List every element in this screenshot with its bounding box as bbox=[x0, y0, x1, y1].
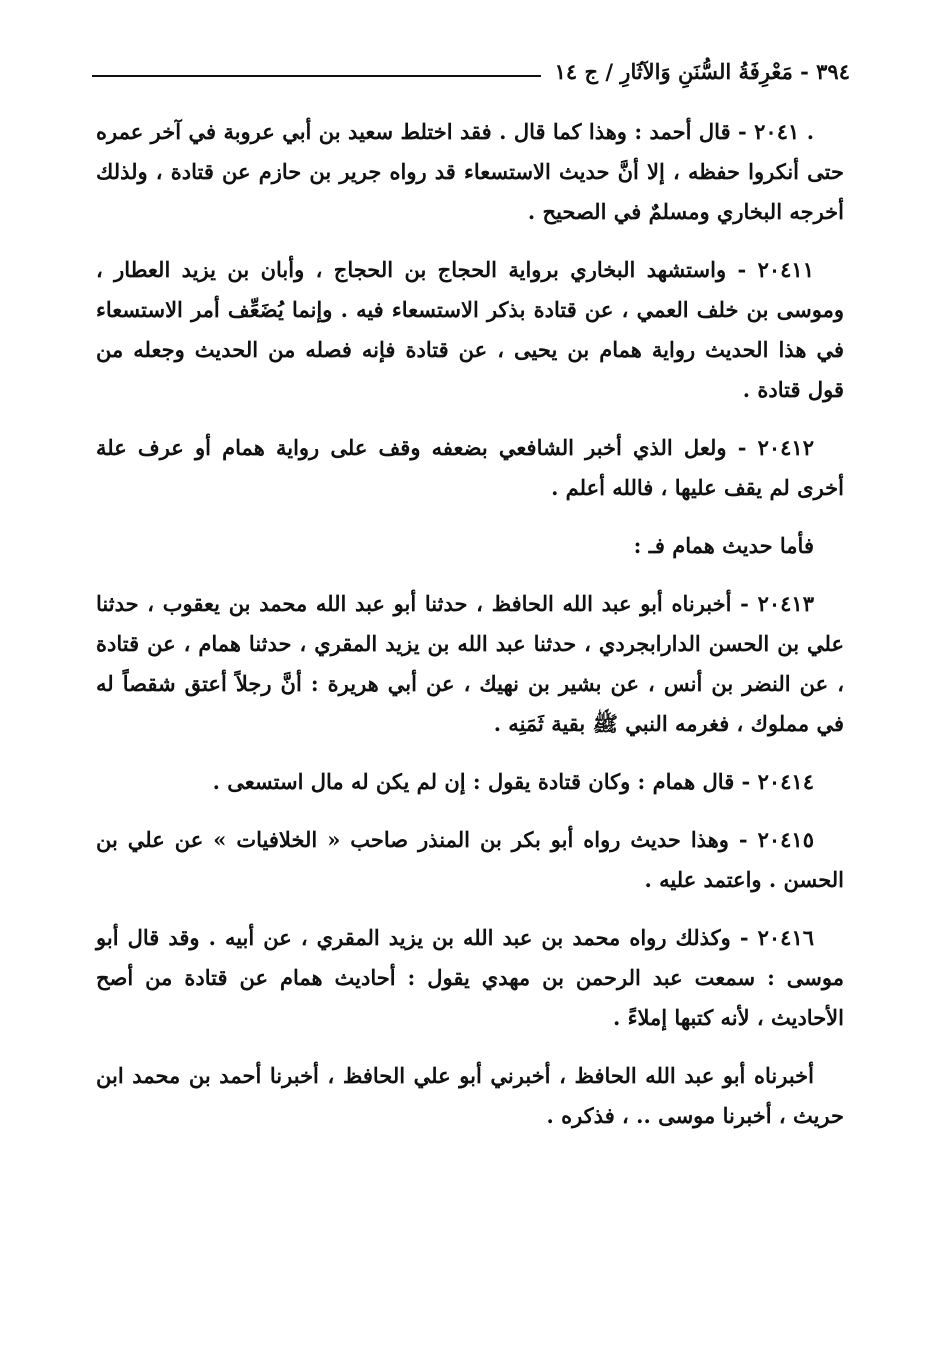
paragraph-20411: ٢٠٤١١ - واستشهد البخاري برواية الحجاج بن الحجاج ، وأبان بن يزيد العطار ، وموسى بن خلف العمي ، عن قتادة بذكر الاستسعاء فيه . وإنما يُضَعِّف أمر الاستسعاء في هذا الحديث رواية همام بن يحيى ، عن قتادة فإنه فصله من الحديث وجعله من قول قتادة . bbox=[96, 257, 844, 402]
paragraph-hammam-intro: فأما حديث همام فـ : bbox=[633, 533, 814, 558]
paragraph-isnad-closing: أخبرناه أبو عبد الله الحافظ ، أخبرني أبو علي الحافظ ، أخبرنا أحمد بن محمد ابن حريث ، أخبرنا موسى .. ، فذكره . bbox=[96, 1063, 844, 1128]
paragraph-20414: ٢٠٤١٤ - قال همام : وكان قتادة يقول : إن لم يكن له مال استسعى . bbox=[212, 769, 814, 794]
page-header bbox=[92, 52, 850, 92]
page-body bbox=[96, 112, 844, 1154]
header-rule bbox=[92, 75, 541, 77]
paragraph-2041: . ٢٠٤١ - قال أحمد : وهذا كما قال . فقد اختلط سعيد بن أبي عروبة في آخر عمره حتى أنكروا حفظه ، إلا أنَّ حديث الاستسعاء قد رواه جرير بن حازم عن قتادة ، ولذلك أخرجه البخاري ومسلمٌ في الصحيح . bbox=[96, 119, 844, 224]
paragraph-20415: ٢٠٤١٥ - وهذا حديث رواه أبو بكر بن المنذر صاحب « الخلافيات » عن علي بن الحسن . واعتمد عليه . bbox=[96, 827, 844, 892]
paragraph-20413: ٢٠٤١٣ - أخبرناه أبو عبد الله الحافظ ، حدثنا أبو عبد الله محمد بن يعقوب ، حدثنا علي بن الحسن الدارابجردي ، حدثنا عبد الله بن يزيد المقري ، حدثنا همام ، عن قتادة ، عن النضر بن أنس ، عن بشير بن نهيك ، عن أبي هريرة : أنَّ رجلاً أعتق شقصاً له في مملوك ، فغرمه النبي ﷺ بقية ثَمَنِه . bbox=[96, 591, 844, 736]
running-head-title: ٣٩٤ - مَعْرِفَةُ السُّنَنِ وَالآثَارِ / ج ١٤ bbox=[554, 59, 850, 84]
paragraph-20416: ٢٠٤١٦ - وكذلك رواه محمد بن عبد الله بن يزيد المقري ، عن أبيه . وقد قال أبو موسى : سمعت عبد الرحمن بن مهدي يقول : أحاديث همام عن قتادة من أصح الأحاديث ، لأنه كتبها إملاءً . bbox=[96, 925, 844, 1030]
paragraph-20412: ٢٠٤١٢ - ولعل الذي أخبر الشافعي بضعفه وقف على رواية همام أو عرف علة أخرى لم يقف عليها ، فالله أعلم . bbox=[96, 435, 844, 500]
